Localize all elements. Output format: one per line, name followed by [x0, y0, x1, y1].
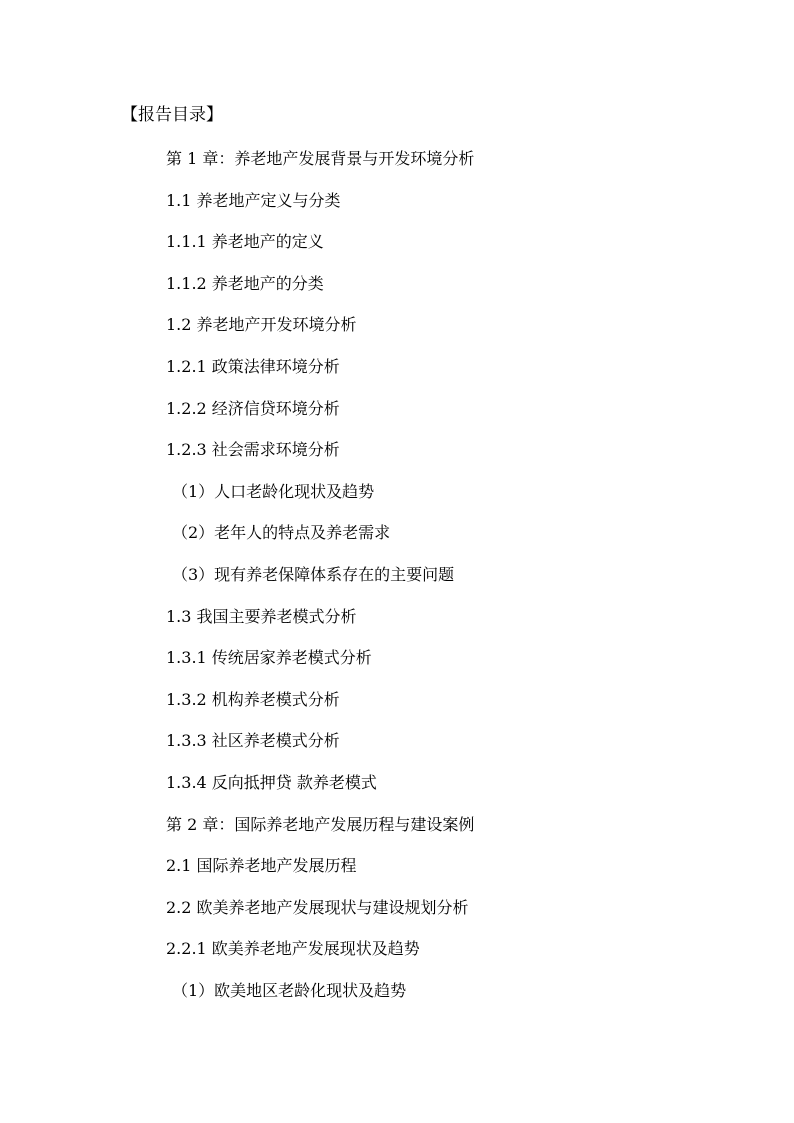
toc-section-1-2-1: 1.2.1 政策法律环境分析	[166, 356, 340, 376]
toc-section-2-2: 2.2 欧美养老地产发展现状与建设规划分析	[166, 897, 469, 917]
toc-section-1-3-2: 1.3.2 机构养老模式分析	[166, 689, 340, 709]
table-of-contents	[166, 148, 474, 1021]
toc-section-1-2-3: 1.2.3 社会需求环境分析	[166, 440, 340, 460]
toc-section-2-2-1: 2.2.1 欧美养老地产发展现状及趋势	[166, 939, 420, 959]
toc-chapter-2: 第 2 章：国际养老地产发展历程与建设案例	[166, 814, 475, 834]
toc-section-1-3-1: 1.3.1 传统居家养老模式分析	[166, 648, 372, 668]
toc-section-1-1-2: 1.1.2 养老地产的分类	[166, 273, 324, 293]
toc-section-1-3-3: 1.3.3 社区养老模式分析	[166, 731, 340, 751]
toc-section-1-2: 1.2 养老地产开发环境分析	[166, 315, 357, 335]
toc-item-1-2-3-2: （2）老年人的特点及养老需求	[172, 523, 391, 543]
toc-section-1-2-2: 1.2.2 经济信贷环境分析	[166, 398, 340, 418]
toc-item-1-2-3-1: （1）人口老龄化现状及趋势	[172, 481, 375, 501]
toc-item-1-2-3-3: （3）现有养老保障体系存在的主要问题	[172, 564, 455, 584]
toc-section-1-1-1: 1.1.1 养老地产的定义	[166, 232, 324, 252]
toc-section-1-3-4: 1.3.4 反向抵押贷 款养老模式	[166, 772, 377, 792]
toc-section-2-1: 2.1 国际养老地产发展历程	[166, 856, 357, 876]
toc-chapter-1: 第 1 章：养老地产发展背景与开发环境分析	[166, 149, 475, 168]
toc-section-1-1: 1.1 养老地产定义与分类	[166, 190, 341, 210]
report-toc-heading: 【报告目录】	[121, 105, 223, 125]
toc-item-2-2-1-1: （1）欧美地区老龄化现状及趋势	[172, 980, 407, 1000]
toc-section-1-3: 1.3 我国主要养老模式分析	[166, 606, 357, 626]
